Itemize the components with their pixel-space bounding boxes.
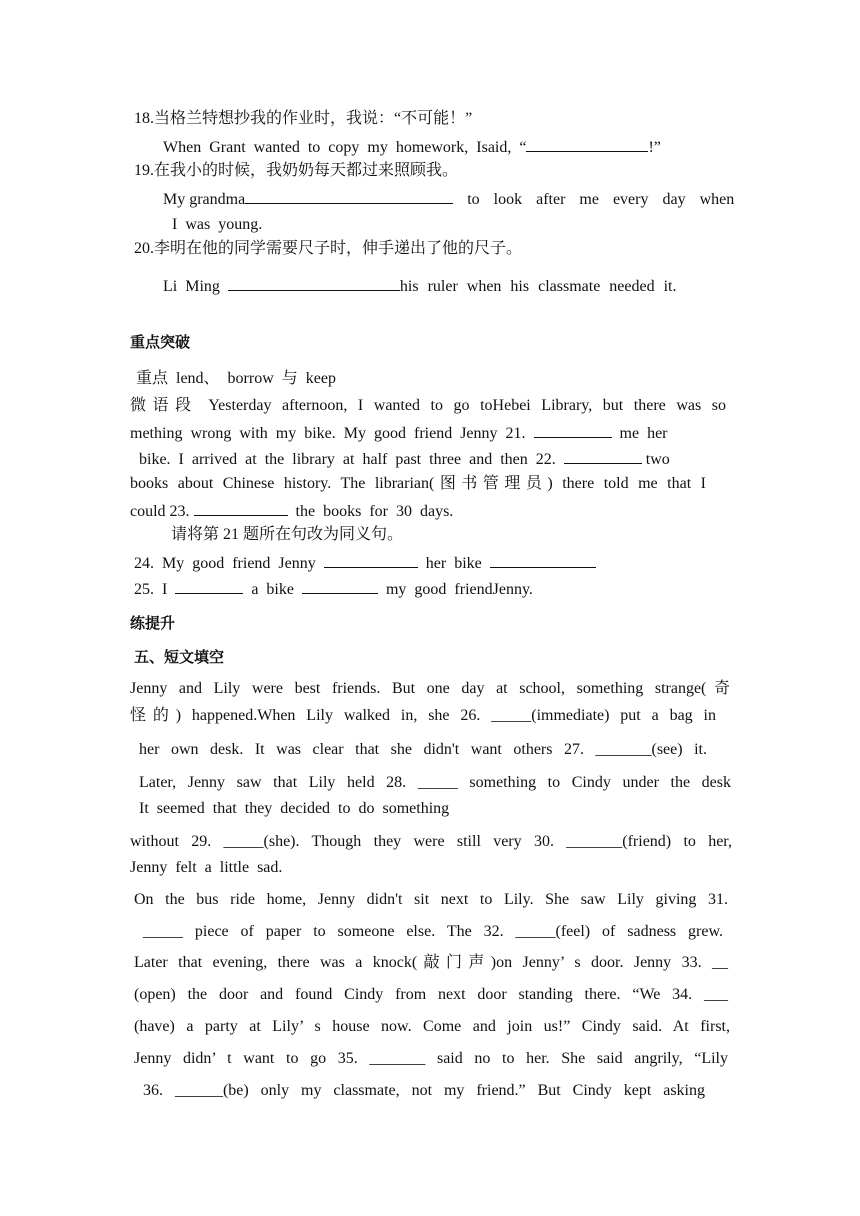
q18-chinese: 18.当格兰特想抄我的作业时，我说：“不可能！” — [134, 110, 473, 127]
q25-blank-2[interactable] — [302, 579, 378, 594]
q20-text: Li Ming — [163, 278, 228, 295]
q18-english — [163, 137, 693, 158]
passage3-line3: Later that evening, there was a knock(敲门声)on Jenny’ s door. Jenny 33. __ — [134, 954, 728, 971]
q19-chinese: 19.在我小的时候，我奶奶每天都过来照顾我。 — [134, 162, 459, 179]
passage2-line2: 怪的) happened.When Lily walked in, she 26. _____(immediate) put a bag in — [130, 707, 716, 724]
section-heading-five: 五、短文填空 — [134, 648, 225, 666]
passage3-line6: Jenny didn’ t want to go 35. _______ said no to her. She said angrily, “Lily — [134, 1050, 728, 1067]
q25 — [134, 579, 533, 600]
passage1-line3-text: bike. I arrived at the library at half past three and then 22. — [139, 451, 564, 468]
q19-blank[interactable] — [245, 189, 453, 204]
passage3-line1: On the bus ride home, Jenny didn't sit next to Lily. She saw Lily giving 31. — [134, 891, 728, 908]
passage1-line2-end: me her — [611, 425, 668, 442]
passage3-line4: (open) the door and found Cindy from next door standing there. “We 34. ___ — [134, 986, 728, 1003]
q25-blank-1[interactable] — [175, 579, 243, 594]
blank-22[interactable] — [564, 449, 642, 464]
passage2-line1: Jenny and Lily were best friends. But one day at school, something strange(奇 — [130, 680, 730, 697]
q24-text: 24. My good friend Jenny — [134, 555, 324, 572]
passage1-line5 — [130, 501, 453, 522]
q20-text-end: his ruler when his classmate needed it. — [399, 278, 677, 295]
passage2-line5: It seemed that they decided to do something — [139, 800, 450, 817]
q18-text: When Grant wanted to copy my homework, Isaid, “ — [163, 139, 527, 156]
passage1-line5-end: the books for 30 days. — [287, 503, 454, 520]
passage1-line1: 微语段 Yesterday afternoon, I wanted to go toHebei Library, but there was so — [130, 397, 726, 414]
q24 — [134, 553, 596, 574]
passage1-line3 — [139, 449, 719, 470]
q25-text-mid: a bike — [243, 581, 302, 598]
passage2-line6: without 29. _____(she). Though they were still very 30. _______(friend) to her, — [130, 833, 732, 850]
passage2-line7: Jenny felt a little sad. — [130, 859, 283, 876]
blank-23[interactable] — [194, 501, 288, 516]
section-heading-practice: 练提升 — [130, 614, 176, 632]
q18-blank[interactable] — [526, 137, 648, 152]
q19-text: My grandma — [163, 191, 246, 208]
q24-blank-1[interactable] — [324, 553, 418, 568]
passage3-line5: (have) a party at Lily’ s house now. Come and join us!” Cindy said. At first, — [134, 1018, 730, 1035]
q25-text-end: my good friendJenny. — [377, 581, 533, 598]
q24-blank-2[interactable] — [490, 553, 596, 568]
q20-blank[interactable] — [228, 276, 400, 291]
q25-text: 25. I — [134, 581, 176, 598]
q19-text-end: to look after me every day when — [453, 191, 735, 208]
passage2-line3: her own desk. It was clear that she didn't want others 27. _______(see) it. — [139, 741, 707, 758]
passage1-line3-end: two — [641, 451, 670, 468]
q18-text-end: !” — [648, 139, 661, 156]
passage2-line4: Later, Jenny saw that Lily held 28. _____ something to Cindy under the desk — [139, 774, 731, 791]
passage3-line7: 36. ______(be) only my classmate, not my friend.” But Cindy kept asking — [143, 1082, 705, 1099]
focus-subtitle: 重点 lend、 borrow 与 keep — [136, 370, 336, 387]
q20-english — [163, 276, 703, 297]
passage1-line2-text: mething wrong with my bike. My good friend Jenny 21. — [130, 425, 534, 442]
passage3-line2: _____ piece of paper to someone else. The 32. _____(feel) of sadness grew. — [143, 923, 723, 940]
q24-text-mid: her bike — [417, 555, 490, 572]
blank-21[interactable] — [534, 423, 612, 438]
q20-chinese: 20.李明在他的同学需要尺子时，伸手递出了他的尺子。 — [134, 240, 523, 257]
passage1-line2 — [130, 423, 708, 444]
q19-english-line2: I was young. — [172, 216, 263, 233]
passage1-instruction: 请将第 21 题所在句改为同义句。 — [171, 526, 404, 543]
q19-english-line1 — [163, 189, 735, 210]
section-heading-focus: 重点突破 — [130, 333, 191, 351]
passage1-line4: books about Chinese history. The librarian(图书管理员) there told me that I — [130, 475, 706, 492]
passage1-line5-text: could 23. — [130, 503, 194, 520]
